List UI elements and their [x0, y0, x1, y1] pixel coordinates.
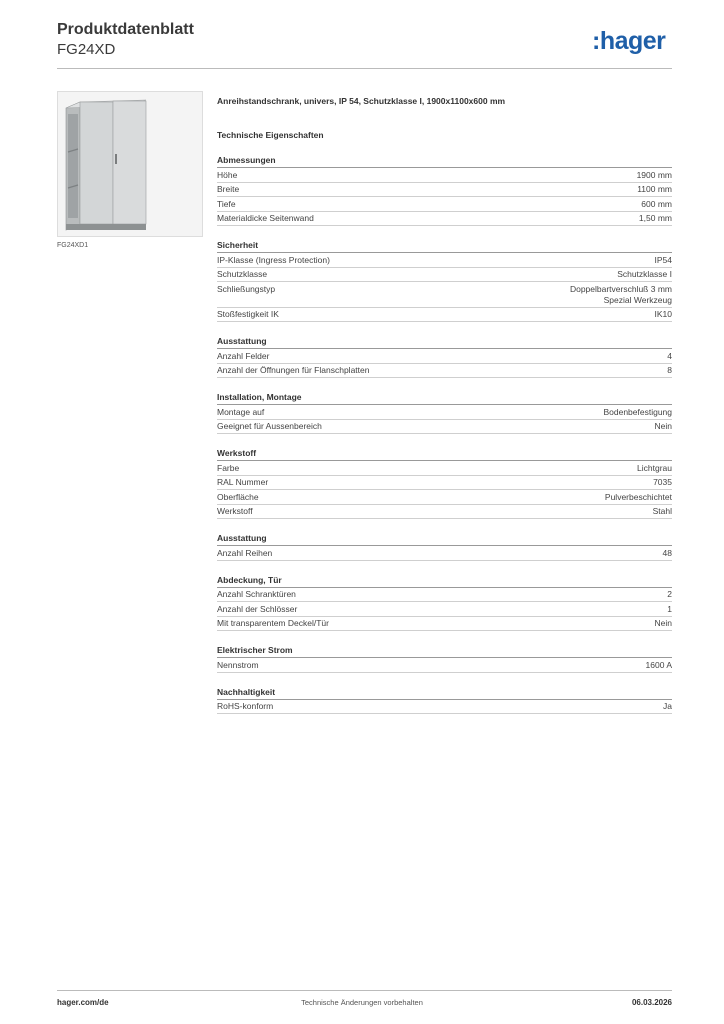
- property-value-line: Schutzklasse I: [617, 269, 672, 279]
- property-row: [217, 405, 672, 420]
- property-value: [667, 365, 672, 376]
- property-row: [217, 505, 672, 520]
- property-label: Anzahl der Öffnungen für Flanschplatten: [217, 365, 370, 375]
- property-group: [217, 335, 672, 378]
- property-value-line: Doppelbartverschluß 3 mm: [569, 283, 672, 294]
- property-value-line: 1,50 mm: [638, 213, 672, 223]
- property-label: Schließungstyp: [217, 283, 276, 294]
- property-label: Tiefe: [217, 198, 236, 209]
- group-title: Abmessungen: [217, 154, 672, 168]
- property-row: [217, 349, 672, 364]
- property-label: Anzahl der Schlösser: [217, 603, 298, 614]
- group-title: Ausstattung: [217, 532, 672, 546]
- property-label: Nennstrom: [217, 659, 259, 670]
- property-value: [663, 701, 672, 712]
- footer-note: Technische Änderungen vorbehalten: [301, 998, 423, 1007]
- group-title: Nachhaltigkeit: [217, 686, 672, 700]
- property-value-line: IK10: [654, 309, 672, 319]
- property-row: [217, 617, 672, 632]
- property-value: [667, 351, 672, 362]
- image-caption: FG24XD1: [57, 242, 89, 249]
- property-row: [217, 490, 672, 505]
- property-label: Montage auf: [217, 406, 265, 417]
- hager-logo: [592, 26, 665, 56]
- property-label: Anzahl Felder: [217, 350, 270, 361]
- property-row: [217, 168, 672, 183]
- product-image: [57, 91, 203, 237]
- property-row: [217, 308, 672, 323]
- product-description: Anreihstandschrank, univers, IP 54, Schutzklasse I, 1900x1100x600 mm: [217, 96, 506, 106]
- property-row: [217, 588, 672, 603]
- property-value-line: 7035: [653, 477, 672, 487]
- property-value: [639, 213, 672, 224]
- property-value: [655, 309, 673, 320]
- property-group: [217, 239, 672, 322]
- property-value-line: Ja: [663, 701, 672, 711]
- property-value-line: 600 mm: [641, 198, 672, 209]
- property-value: [653, 477, 672, 488]
- group-title: Abdeckung, Tür: [217, 574, 672, 588]
- logo-prefix: :: [592, 27, 600, 55]
- property-value-line: Spezial Werkzeug: [603, 294, 672, 305]
- property-value-line: 8: [667, 365, 672, 375]
- property-value: [605, 492, 672, 503]
- product-code: FG24XD: [57, 41, 116, 58]
- property-value-line: 2: [667, 589, 672, 599]
- property-label: Geeignet für Aussenbereich: [217, 421, 322, 431]
- page-header: [57, 20, 194, 60]
- property-label: Anzahl Schranktüren: [217, 589, 296, 599]
- property-row: [217, 268, 672, 283]
- property-group: [217, 447, 672, 519]
- property-value-line: 1: [667, 603, 672, 614]
- group-title: Elektrischer Strom: [217, 644, 672, 658]
- property-value-line: 4: [667, 350, 672, 361]
- property-value: [617, 269, 672, 280]
- property-value: [641, 199, 672, 210]
- property-row: [217, 476, 672, 491]
- property-group: [217, 574, 672, 632]
- property-value: [655, 255, 673, 266]
- property-value: [646, 660, 672, 671]
- document-title: Produktdatenblatt: [57, 21, 194, 38]
- property-label: Materialdicke Seitenwand: [217, 213, 314, 223]
- property-value: [663, 548, 672, 559]
- property-row: [217, 546, 672, 561]
- property-row: [217, 212, 672, 227]
- group-title: Sicherheit: [217, 239, 672, 253]
- property-row: [217, 602, 672, 617]
- footer-website: hager.com/de: [57, 998, 109, 1007]
- property-label: Höhe: [217, 169, 238, 180]
- property-value-line: Nein: [654, 618, 672, 628]
- property-label: Werkstoff: [217, 506, 253, 516]
- property-value: [637, 170, 672, 181]
- property-row: [217, 700, 672, 715]
- footer-divider: [57, 990, 672, 991]
- property-value: [637, 463, 672, 474]
- group-title: Werkstoff: [217, 447, 672, 461]
- property-label: Anzahl Reihen: [217, 547, 273, 558]
- property-value: [655, 421, 672, 432]
- property-row: [217, 253, 672, 268]
- property-group: [217, 391, 672, 434]
- section-heading: Technische Eigenschaften: [217, 130, 324, 140]
- property-group: [217, 532, 672, 561]
- property-value: [667, 604, 672, 615]
- logo-text: hager: [599, 27, 666, 55]
- property-value-line: Stahl: [652, 506, 672, 516]
- property-row: [217, 658, 672, 673]
- footer-date: 06.03.2026: [631, 998, 672, 1007]
- property-label: IP-Klasse (Ingress Protection): [217, 254, 330, 265]
- cabinet-illustration: [58, 92, 202, 236]
- property-value: [653, 506, 672, 517]
- property-value-line: Bodenbefestigung: [603, 406, 672, 417]
- property-row: [217, 461, 672, 476]
- header-divider: [57, 68, 672, 69]
- property-row: [217, 183, 672, 198]
- property-value-line: 1100 mm: [637, 184, 672, 194]
- property-value-line: 1600 A: [645, 659, 672, 670]
- property-row: [217, 420, 672, 435]
- property-label: Farbe: [217, 462, 240, 473]
- property-groups: [217, 154, 672, 714]
- property-row: [217, 282, 672, 308]
- property-row: [217, 197, 672, 212]
- property-value: [570, 284, 672, 306]
- property-value-line: IP54: [654, 254, 672, 265]
- property-value: [603, 407, 672, 418]
- property-group: [217, 644, 672, 673]
- property-label: RAL Nummer: [217, 477, 269, 487]
- property-value-line: Pulverbeschichtet: [604, 491, 672, 502]
- property-value: [637, 184, 672, 195]
- property-label: RoHS-konform: [217, 701, 274, 711]
- property-value: [655, 618, 672, 629]
- property-value-line: Lichtgrau: [637, 462, 672, 473]
- group-title: Installation, Montage: [217, 391, 672, 405]
- property-value: [667, 589, 672, 600]
- property-row: [217, 364, 672, 379]
- property-label: Breite: [217, 184, 240, 194]
- property-value-line: 1900 mm: [636, 169, 672, 180]
- property-value-line: Nein: [654, 421, 672, 431]
- property-label: Mit transparentem Deckel/Tür: [217, 618, 329, 628]
- group-title: Ausstattung: [217, 335, 672, 349]
- datasheet-content: [217, 95, 672, 714]
- property-label: Oberfläche: [217, 491, 259, 502]
- property-group: [217, 154, 672, 226]
- property-value-line: 48: [662, 547, 672, 558]
- property-label: Schutzklasse: [217, 269, 268, 279]
- property-label: Stoßfestigkeit IK: [217, 309, 279, 319]
- property-group: [217, 686, 672, 715]
